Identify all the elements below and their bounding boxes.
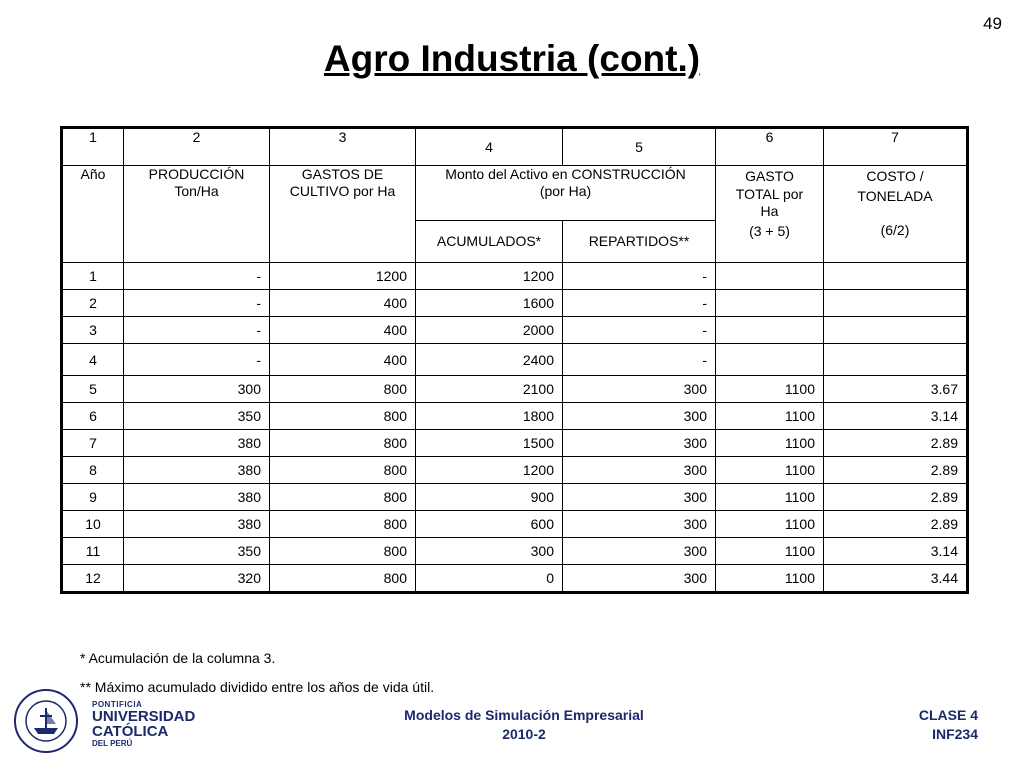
value-cell: 300 — [563, 538, 716, 565]
header-production — [124, 166, 270, 263]
year-cell: 5 — [62, 376, 124, 403]
table-row — [62, 484, 968, 511]
value-cell: 300 — [416, 538, 563, 565]
value-cell: - — [563, 263, 716, 290]
header-total — [716, 166, 824, 263]
year-cell: 12 — [62, 565, 124, 593]
value-cell: 300 — [563, 511, 716, 538]
value-cell: 1100 — [716, 376, 824, 403]
value-cell: 2400 — [416, 344, 563, 376]
year-cell: 2 — [62, 290, 124, 317]
year-cell: 10 — [62, 511, 124, 538]
table-row — [62, 376, 968, 403]
value-cell: 1100 — [716, 538, 824, 565]
footer-course — [0, 706, 1024, 744]
value-cell: - — [124, 263, 270, 290]
header-cost-per-ton — [824, 166, 968, 263]
header-accumulated: ACUMULADOS* — [416, 220, 563, 262]
table-row — [62, 403, 968, 430]
column-number: 7 — [824, 128, 968, 166]
value-cell: 1100 — [716, 457, 824, 484]
value-cell: 800 — [270, 538, 416, 565]
footer-class — [919, 706, 978, 744]
value-cell: - — [563, 344, 716, 376]
value-cell: 0 — [416, 565, 563, 593]
year-cell: 3 — [62, 317, 124, 344]
value-cell: 1200 — [416, 263, 563, 290]
header-costs-line2: CULTIVO por Ha — [289, 183, 396, 199]
value-cell: 400 — [270, 290, 416, 317]
value-cell: 800 — [270, 511, 416, 538]
header-total-line2: TOTAL por — [735, 186, 804, 202]
value-cell: 400 — [270, 344, 416, 376]
value-cell: - — [124, 290, 270, 317]
year-cell: 4 — [62, 344, 124, 376]
value-cell: - — [124, 344, 270, 376]
header-costs — [270, 166, 416, 263]
value-cell: 320 — [124, 565, 270, 593]
year-cell: 9 — [62, 484, 124, 511]
table-row — [62, 538, 968, 565]
value-cell: 1600 — [416, 290, 563, 317]
value-cell: 800 — [270, 403, 416, 430]
value-cell: 300 — [563, 565, 716, 593]
value-cell — [716, 344, 824, 376]
year-cell: 1 — [62, 263, 124, 290]
value-cell: 3.14 — [824, 538, 968, 565]
value-cell: 1500 — [416, 430, 563, 457]
value-cell: 1100 — [716, 484, 824, 511]
value-cell — [824, 290, 968, 317]
value-cell: - — [124, 317, 270, 344]
year-cell: 6 — [62, 403, 124, 430]
value-cell: 3.67 — [824, 376, 968, 403]
footnote-accumulated: * Acumulación de la columna 3. — [80, 650, 276, 666]
table-row — [62, 457, 968, 484]
value-cell: 800 — [270, 376, 416, 403]
value-cell: 380 — [124, 430, 270, 457]
header-total-line1: GASTO — [745, 168, 794, 184]
table-row — [62, 344, 968, 376]
value-cell: 380 — [124, 457, 270, 484]
value-cell: 1100 — [716, 403, 824, 430]
header-total-line4: (3 + 5) — [749, 223, 790, 239]
value-cell: 1100 — [716, 430, 824, 457]
value-cell: 300 — [563, 376, 716, 403]
value-cell: 380 — [124, 511, 270, 538]
value-cell: 300 — [563, 430, 716, 457]
header-production-line2: Ton/Ha — [174, 183, 219, 199]
value-cell — [824, 317, 968, 344]
value-cell: 350 — [124, 538, 270, 565]
value-cell: 300 — [563, 403, 716, 430]
table-row — [62, 565, 968, 593]
year-cell: 7 — [62, 430, 124, 457]
value-cell: - — [563, 317, 716, 344]
header-distributed: REPARTIDOS** — [563, 220, 716, 262]
logo-line2: UNIVERSIDAD — [92, 708, 196, 725]
header-cost-line2: TONELADA — [857, 188, 933, 204]
value-cell: 300 — [563, 457, 716, 484]
value-cell: 1200 — [270, 263, 416, 290]
value-cell: 1200 — [416, 457, 563, 484]
header-cost-line1: COSTO / — [866, 168, 924, 184]
value-cell — [824, 263, 968, 290]
footnote-distributed: ** Máximo acumulado dividido entre los años de vida útil. — [80, 679, 435, 695]
table-row — [62, 317, 968, 344]
value-cell: 2000 — [416, 317, 563, 344]
value-cell: 1100 — [716, 511, 824, 538]
value-cell: - — [563, 290, 716, 317]
header-assets — [416, 166, 716, 221]
column-number: 3 — [270, 128, 416, 166]
value-cell: 3.14 — [824, 403, 968, 430]
value-cell — [824, 344, 968, 376]
value-cell: 800 — [270, 565, 416, 593]
value-cell: 350 — [124, 403, 270, 430]
data-table — [60, 126, 969, 594]
header-production-line1: PRODUCCIÓN — [148, 166, 245, 182]
value-cell — [716, 317, 824, 344]
value-cell: 300 — [563, 484, 716, 511]
value-cell: 2.89 — [824, 430, 968, 457]
value-cell: 800 — [270, 457, 416, 484]
year-cell: 8 — [62, 457, 124, 484]
header-cost-line3: (6/2) — [880, 222, 910, 238]
value-cell: 300 — [124, 376, 270, 403]
value-cell: 800 — [270, 430, 416, 457]
logo-line4: DEL PERÚ — [92, 739, 133, 748]
value-cell: 2.89 — [824, 457, 968, 484]
column-number: 6 — [716, 128, 824, 166]
course-name: Modelos de Simulación Empresarial — [404, 707, 644, 723]
value-cell: 2.89 — [824, 511, 968, 538]
header-assets-line1: Monto del Activo en CONSTRUCCIÓN — [445, 166, 686, 182]
value-cell: 900 — [416, 484, 563, 511]
column-number: 2 — [124, 128, 270, 166]
value-cell — [716, 263, 824, 290]
table-row — [62, 430, 968, 457]
value-cell: 800 — [270, 484, 416, 511]
header-costs-line1: GASTOS DE — [301, 166, 384, 182]
value-cell: 1100 — [716, 565, 824, 593]
header-total-line3: Ha — [760, 203, 779, 219]
value-cell: 2100 — [416, 376, 563, 403]
value-cell: 3.44 — [824, 565, 968, 593]
table-row — [62, 511, 968, 538]
header-row — [62, 166, 968, 221]
table-row — [62, 290, 968, 317]
column-number: 5 — [563, 128, 716, 166]
course-code: INF234 — [932, 726, 978, 742]
header-year: Año — [62, 166, 124, 263]
logo-line3: CATÓLICA — [92, 723, 169, 740]
table-row — [62, 263, 968, 290]
value-cell — [716, 290, 824, 317]
value-cell: 600 — [416, 511, 563, 538]
logo-line1: PONTIFICIA — [92, 700, 143, 709]
course-term: 2010-2 — [502, 726, 546, 742]
class-label: CLASE 4 — [918, 707, 978, 723]
value-cell: 2.89 — [824, 484, 968, 511]
page-number: 49 — [983, 14, 1002, 33]
value-cell: 380 — [124, 484, 270, 511]
year-cell: 11 — [62, 538, 124, 565]
column-number: 1 — [62, 128, 124, 166]
value-cell: 1800 — [416, 403, 563, 430]
slide-title: Agro Industria (cont.) — [323, 38, 701, 79]
column-number-row — [62, 128, 968, 166]
value-cell: 400 — [270, 317, 416, 344]
header-assets-line2: (por Ha) — [539, 183, 592, 199]
column-number: 4 — [416, 128, 563, 166]
table-body — [62, 263, 968, 593]
